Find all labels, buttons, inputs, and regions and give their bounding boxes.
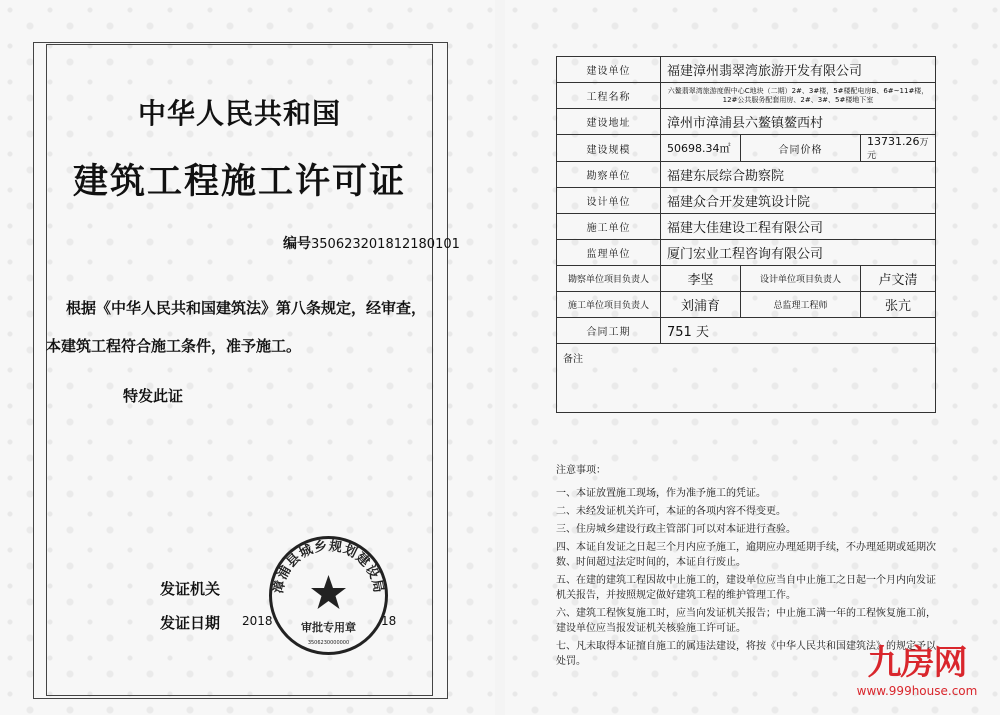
table-label: 合同工期 — [557, 318, 661, 344]
table-label: 监理单位 — [557, 240, 661, 266]
note-item: 五、在建的建筑工程因故中止施工的，建设单位应当自中止施工之日起一个月内向发证机关报告，并按照规定做好建筑工程的维护管理工作。 — [556, 575, 936, 601]
table-label: 建设单位 — [557, 57, 661, 83]
table-row — [557, 57, 936, 83]
note-item: 二、未经发证机关许可，本证的各项内容不得变更。 — [556, 506, 786, 517]
builder-lead-value: 刘浦育 — [661, 292, 741, 318]
supervision-unit-value: 厦门宏业工程咨询有限公司 — [661, 240, 936, 266]
seal-subtext: 审批专用章 — [301, 621, 356, 634]
issuing-authority-label: 发证机关 — [160, 580, 221, 598]
table-label: 勘察单位 — [557, 162, 661, 188]
table-row — [557, 214, 936, 240]
note-item: 四、本证自发证之日起三个月内应予施工，逾期应办理延期手续，不办理延期或延期次数、时间超过法定时间的，本证自行废止。 — [556, 542, 936, 568]
approval-text-line-2: 本建筑工程符合施工条件，准予施工。 — [46, 337, 302, 355]
table-row — [557, 240, 936, 266]
watermark-logo: 九房网 — [867, 643, 967, 683]
watermark-url: www.999house.com — [856, 684, 978, 698]
certificate-number — [283, 233, 460, 253]
permit-title: 建筑工程施工许可证 — [72, 161, 406, 202]
issuance-text: 特发此证 — [123, 387, 184, 405]
survey-lead-value: 李坚 — [661, 266, 741, 292]
contract-period-value: 751 天 — [661, 318, 936, 344]
table-label: 设计单位项目负责人 — [741, 266, 861, 292]
table-label: 设计单位 — [557, 188, 661, 214]
contract-price-unit: 万元 — [867, 138, 929, 161]
country-title: 中华人民共和国 — [137, 97, 341, 130]
contract-price-amount: 13731.26 — [867, 135, 920, 148]
table-label: 勘察单位项目负责人 — [557, 266, 661, 292]
design-unit-value: 福建众合开发建筑设计院 — [661, 188, 936, 214]
construction-address-value: 漳州市漳浦县六鳌镇鳌西村 — [661, 109, 936, 135]
note-item: 一、本证放置施工现场，作为准予施工的凭证。 — [556, 488, 766, 499]
project-info-table — [556, 56, 936, 413]
table-label: 工程名称 — [557, 83, 661, 109]
certificate-number-value: 350623201812180101 — [311, 237, 460, 252]
notes-section — [556, 463, 941, 672]
note-item: 七、凡未取得本证擅自施工的属违法建设，将按《中华人民共和国建筑法》的规定予以处罚。 — [556, 641, 936, 667]
table-label: 总监理工程师 — [741, 292, 861, 318]
chief-supervisor-value: 张亢 — [861, 292, 936, 318]
builder-unit-value: 福建大佳建设工程有限公司 — [661, 214, 936, 240]
table-row — [557, 162, 936, 188]
table-row — [557, 135, 936, 162]
design-lead-value: 卢文清 — [861, 266, 936, 292]
remarks-label: 备注 — [557, 344, 936, 413]
table-row — [557, 344, 936, 413]
certificate-number-label: 编号 — [283, 236, 311, 252]
seal-number: 3506230000000 — [307, 640, 350, 646]
table-label: 施工单位 — [557, 214, 661, 240]
issue-date-label: 发证日期 — [160, 614, 221, 632]
note-item: 六、建筑工程恢复施工时，应当向发证机关报告；中止施工满一年的工程恢复施工前，建设单位应当报发证机关核验施工许可证。 — [556, 608, 936, 634]
construction-scale-value: 50698.34㎡ — [661, 135, 741, 162]
notes-heading: 注意事项： — [556, 465, 606, 476]
table-row — [557, 83, 936, 109]
construction-unit-value: 福建漳州翡翠湾旅游开发有限公司 — [661, 57, 936, 83]
table-label: 施工单位项目负责人 — [557, 292, 661, 318]
table-row — [557, 266, 936, 292]
survey-unit-value: 福建东辰综合勘察院 — [661, 162, 936, 188]
site-watermark — [838, 643, 996, 713]
seal-name-text: 漳浦县城乡规划建设局 — [271, 538, 386, 595]
official-seal-icon — [266, 533, 391, 658]
table-label: 建设地址 — [557, 109, 661, 135]
note-item: 三、住房城乡建设行政主管部门可以对本证进行查验。 — [556, 524, 796, 535]
project-name-value: 六鳌翡翠湾旅游度假中心C地块（二期）2#、3#楼，5#楼配电房B、6#~11#楼，12#公共服务配套用房、2#、3#、5#楼地下室 — [661, 83, 936, 109]
table-row — [557, 188, 936, 214]
table-label: 合同价格 — [741, 135, 861, 162]
contract-price-value — [861, 135, 936, 162]
issue-date-day: 18 — [381, 614, 397, 628]
table-row — [557, 318, 936, 344]
table-row — [557, 292, 936, 318]
approval-text-line-1: 根据《中华人民共和国建筑法》第八条规定，经审查， — [66, 299, 427, 317]
table-row — [557, 109, 936, 135]
table-label: 建设规模 — [557, 135, 661, 162]
issue-date-year: 2018 — [242, 614, 273, 628]
